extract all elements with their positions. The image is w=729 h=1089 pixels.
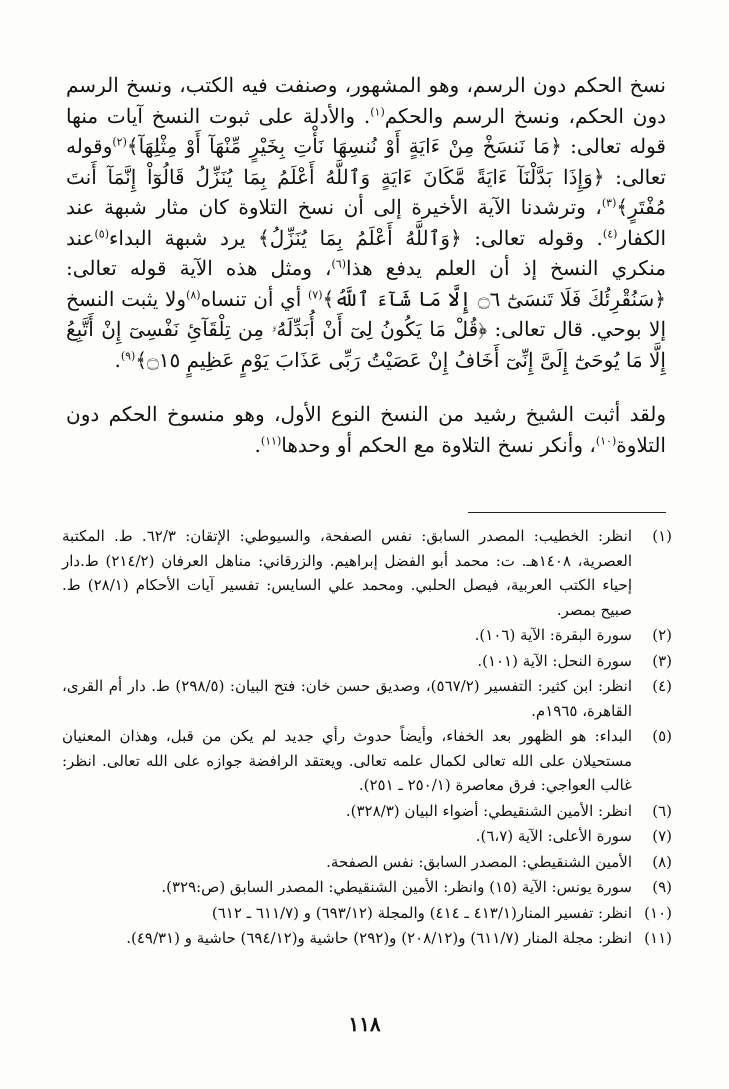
footnote-number: (٧) (652, 827, 672, 845)
text-segment: عند منكري النسخ إذ أن العلم يدفع هذا (66, 225, 667, 280)
paragraph-2 (66, 399, 666, 460)
text-segment: ولقد أثبت الشيخ رشيد من النسخ النوع الأول، وهو منسوخ الحكم دون التلاوة (66, 402, 667, 457)
paragraph-1 (66, 70, 666, 375)
footnote-number: (٨) (652, 852, 672, 871)
footnote-ref[interactable]: (٨) (186, 287, 201, 301)
footnote-ref[interactable]: (٢) (112, 135, 127, 149)
footnote-number: (٦) (652, 801, 672, 820)
footnote-number: (٥) (652, 727, 672, 745)
footnote-text: انظر: الخطيب: المصدر السابق: نفس الصفحة، والسيوطي: الإتقان: ٦٢/٣. ط. المكتبة العصرية، ١٤٠٨هـ. ت: محمد أبو الفضل إبراهيم. والزرقاني: مناهل العرفان (٢١٤/٢) ط.دار إحياء الكتب العربية، فيصل الحلبي. ومحمد علي السايس: تفسير آيات الأحكام (٢٨/١) ط. صبيح بمصر. (62, 527, 633, 619)
footnote-text: سورة يونس: الآية (١٥) وانظر: الأمين الشنقيطي: المصدر السابق (ص:٣٢٩). (161, 878, 632, 896)
footnote-ref[interactable]: (٤) (602, 226, 618, 240)
text-segment: . (254, 432, 261, 457)
text-segment: ، وأنكر نسخ التلاوة مع الحكم أو وحدها (281, 432, 596, 457)
footnote-number: (٤) (652, 677, 672, 695)
footnote-text: انظر: ابن كثير: التفسير (٥٦٧/٢)، وصديق حسن خان: فتح البيان: (٢٩٨/٥) ط. دار أم القرى، القاهرة، ١٩٦٥م. (62, 677, 632, 720)
footnote-number: (٩) (652, 878, 672, 896)
footnote-item (62, 799, 672, 824)
page-number: ١١٨ (348, 1012, 381, 1036)
footnote-number: (٢) (652, 626, 672, 644)
footnote-item (62, 724, 672, 798)
text-segment: . والأدلة على ثبوت النسخ آيات منها قوله تعالى: ﴿مَا نَنسَخْ مِنْ ءَايَةٍ أَوْ نُنسِهَا نَأْتِ بِخَيْرٍ مِّنْهَآ أَوْ مِثْلِهَآ﴾ (66, 103, 666, 158)
footnote-text: انظر: تفسير المنار(٤١٣/١ ـ ٤١٤) والمجلة (٦٩٣/١٢) و (٦١١/٧ ـ ٦١٢) (211, 903, 632, 922)
text-segment: ، وترشدنا الآية الأخيرة إلى أن نسخ التلاوة كان مثار شبهة عند الكفار (66, 195, 667, 250)
text-segment: . (114, 347, 121, 372)
text-segment: . وقوله تعالى: ﴿وَٱللَّهُ أَعْلَمُ بِمَا يُنَزِّلُ﴾ يرد شبهة البداء (108, 225, 603, 250)
footnote-text: سورة البقرة: الآية (١٠٦). (474, 626, 632, 644)
footnote-ref[interactable]: (١١) (260, 433, 282, 447)
footnote-text: سورة النحل: الآية (١٠١). (477, 651, 632, 670)
footnote-text: انظر: مجلة المنار (٦١١/٧) و(٢٠٨/١٢) و(٢٩٢) حاشية و(٦٩٤/١٢) حاشية و (٤٩/٣١). (126, 929, 632, 947)
footnote-ref[interactable]: (٧) (307, 287, 323, 301)
footnote-number: (١١) (644, 929, 672, 947)
footnote-number: (٣) (652, 651, 672, 670)
footnote-ref[interactable]: (١٠) (595, 433, 617, 447)
footnote-item (62, 524, 672, 622)
footnote-text: انظر: الأمين الشنقيطي: أضواء البيان (٣٢٨/٣). (345, 801, 632, 820)
footnote-number: (١٠) (644, 903, 672, 922)
footnotes (62, 524, 672, 952)
footnote-item (62, 926, 672, 951)
footnote-item (62, 875, 672, 900)
text-segment: ولا يثبت النسخ إلا بوحي. قال تعالى: ﴿قُلْ مَا يَكُونُ لِىٓ أَنْ أُبَدِّلَهُۥ مِن تِلْقَآئِ نَفْسِىٓ إِنْ أَتَّبِعُ إِلَّا مَا يُوحَىٰٓ إِلَىَّ إِنِّىٓ أَخَافُ إِنْ عَصَيْتُ رَبِّى عَذَابَ يَوْمٍ عَظِيمٍ ۝١٥﴾ (66, 286, 666, 372)
footnote-text: الأمين الشنقيطي: المصدر السابق: نفس الصفحة. (326, 852, 632, 871)
text-segment: ، ومثل هذه الآية قوله تعالى: ﴿سَنُقْرِئُكَ فَلَا تَنسَىٰٓ ۝٦ إِلَّا مَا شَآءَ ٱللَّهُ﴾ (66, 256, 667, 311)
text-segment: أي أن تنساه (200, 286, 308, 311)
footnote-text: البداء: هو الظهور بعد الخفاء، وأيضاً حدوث رأي جديد لم يكن من قبل، وهذان المعنيان مستحيلان على الله تعالى لكمال علمه تعالى. ويعتقد الرافضة جوازه على الله تعالى. انظر: غالب العواجي: فرق معاصرة (٢٥٠/١ ـ ٢٥١). (62, 727, 632, 794)
footnote-item (62, 850, 672, 875)
text-segment: نسخ الحكم دون الرسم، وهو المشهور، وصنفت فيه الكتب، ونسخ الرسم دون الحكم، ونسخ الرسم والحكم (66, 73, 667, 128)
footnote-ref[interactable]: (٥) (94, 226, 109, 240)
footnote-ref[interactable]: (١) (370, 104, 385, 118)
footnote-item (62, 649, 672, 674)
footnote-item (62, 674, 672, 723)
text-segment: وقوله تعالى: ﴿وَإِذَا بَدَّلْنَآ ءَايَةً مَّكَانَ ءَايَةٍ وَٱللَّهُ أَعْلَمُ بِمَا يُنَزِّلُ قَالُوٓاْ إِنَّمَآ أَنتَ مُفْتَرٍ﴾ (66, 134, 666, 219)
footnote-item (62, 824, 672, 849)
footnote-text: سورة الأعلى: الآية (٦،٧). (475, 827, 632, 845)
footnote-ref[interactable]: (٦) (331, 257, 347, 271)
main-text (66, 70, 666, 460)
footnote-ref[interactable]: (٩) (120, 348, 136, 362)
footnote-item (62, 623, 672, 648)
footnote-ref[interactable]: (٣) (601, 196, 617, 210)
footnote-number: (١) (652, 527, 672, 545)
footnote-separator (468, 512, 666, 513)
footnote-item (62, 901, 672, 926)
